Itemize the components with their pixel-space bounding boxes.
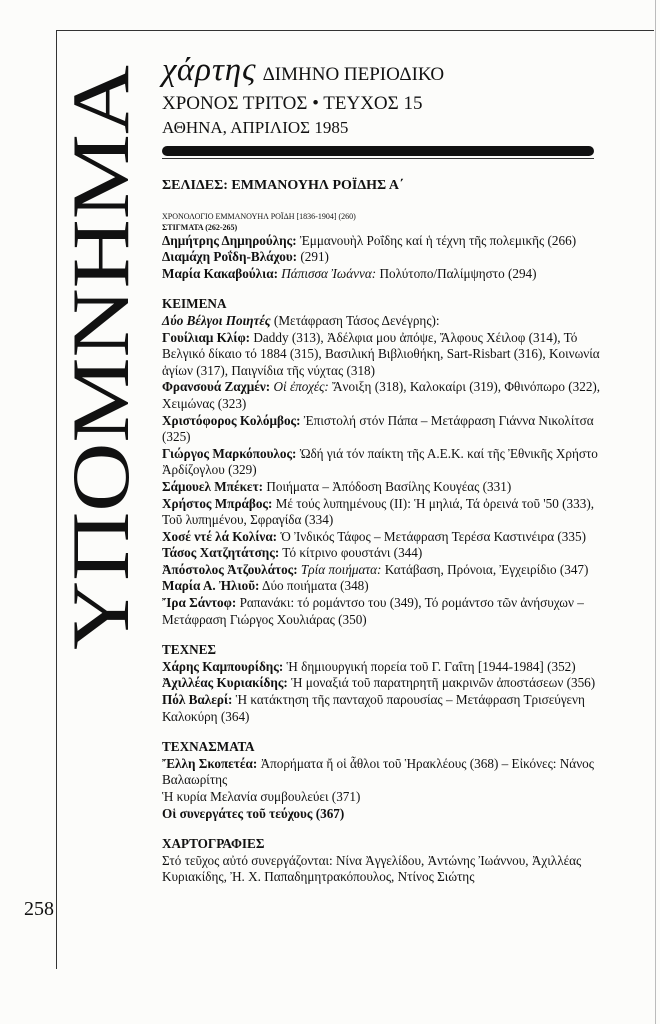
toc-entry	[162, 675, 602, 692]
masthead-thin-rule	[162, 158, 594, 159]
toc-entry	[162, 756, 602, 789]
entry-title: Ἀπορήματα ἤ οἱ ἆθλοι τοῦ Ἡρακλέους (368) – Εἰκόνες: Νάνος Βαλαωρίτης	[162, 755, 594, 788]
toc-entry	[162, 313, 602, 330]
entry-title: Πολύτοπο/Παλίμψηστο (294)	[376, 265, 537, 281]
entry-author: Ἴρα Σάντοφ:	[162, 595, 237, 611]
entry-title: Ἡ δημιουργική πορεία τοῦ Γ. Γαΐτη [1944-1984] (352)	[283, 658, 576, 674]
entry-author: Χάρης Καμπουρίδης:	[162, 658, 284, 674]
entry-title: Daddy (313), Ἀδέλφια μου ἀπόψε, Ἄλφους Χέιλοφ (314), Τό Βελγικό δίκαιο τό 1884 (315), Βασιλική Βιβλιοθήκη, Sart-Risbart (316), Κοινωνία ἁγίων (317), Παιγνίδια τῆς νύχτας (318)	[162, 329, 600, 378]
page-number: 258	[24, 898, 54, 920]
section-heading-technasmata: ΤΕΧΝΑΣΜΑΤΑ	[162, 739, 255, 755]
toc-entry	[162, 330, 602, 380]
toc-small-line: ΣΤΙΓΜΑΤΑ (262-265)	[162, 222, 238, 232]
entry-author: Χοσέ ντέ λά Κολίνα:	[162, 528, 278, 544]
toc-entry	[162, 379, 602, 412]
entry-italic: Οἱ ἐποχές:	[270, 379, 329, 395]
toc-entry	[162, 595, 602, 628]
entry-italic: Πάπισσα Ἰωάννα:	[277, 265, 377, 281]
brand-line	[162, 54, 602, 87]
entry-author: Σάμουελ Μπέκετ:	[162, 478, 264, 494]
toc-small-line: ΧΡΟΝΟΛΟΓΙΟ ΕΜΜΑΝΟΥΗΛ ΡΟΪΔΗ [1836-1904] (260)	[162, 211, 356, 221]
entry-author: Γουίλιαμ Κλίφ:	[162, 329, 251, 345]
page-edge	[655, 0, 656, 1024]
toc-entry	[162, 496, 602, 529]
entry-title: Ὁ Ἰνδικός Τάφος – Μετάφραση Τερέσα Καστινέιρα (335)	[277, 528, 586, 544]
entry-title: (Μετάφραση Τάσος Δενέγρης):	[270, 312, 440, 328]
toc-entry	[162, 413, 602, 446]
entry-title: Ραπανάκι: τό ρομάντσο του (349), Τό ρομάντσο τῶν ἀνήσυχων – Μετάφραση Γιώργος Χουλιάρας (350)	[162, 595, 584, 627]
toc-entry	[162, 479, 602, 496]
spine-title	[55, 60, 146, 655]
entry-title: Μέ τούς λυπημένους (ΙΙ): Ἡ μηλιά, Τά ὀρεινά τοῦ '50 (333), Τοῦ λυπημένου, Σφραγίδα (334)	[162, 495, 595, 528]
entry-author: Ἀπόστολος Ἀτζουλάτος:	[162, 561, 298, 577]
entry-title: Ποιήματα – Ἀπόδοση Βασίλης Κουγέας (331)	[263, 478, 512, 494]
entry-title: Ἄνοιξη (318), Καλοκαίρι (319), Φθινόπωρο (322), Χειμώνας (323)	[162, 379, 601, 411]
entry-title: Κατάβαση, Πρόνοια, Ἐγχειρίδιο (347)	[381, 561, 589, 577]
entry-title: (291)	[297, 249, 329, 265]
entry-author: Χριστόφορος Κολόμβος:	[162, 412, 301, 428]
spine-title-text: ΥΠΟΜΝΗΜΑ	[55, 148, 146, 650]
entry-title: Ἐπιστολή στόν Πάπα – Μετάφραση Γιάννα Νικολίτσα (325)	[162, 412, 594, 445]
section-heading-technes: ΤΕΧΝΕΣ	[162, 642, 217, 658]
toc-entry	[162, 578, 602, 595]
toc-entry	[162, 545, 602, 562]
entry-author: Δημήτρης Δημηρούλης:	[162, 232, 297, 248]
toc-entry	[162, 249, 602, 266]
section-heading-chartografies: ΧΑΡΤΟΓΡΑΦΙΕΣ	[162, 836, 265, 852]
entry-author: Δύο Βέλγοι Ποιητές	[162, 312, 271, 328]
entry-title: Δύο ποιήματα (348)	[259, 578, 369, 594]
entry-title: Ἡ κατάκτηση τῆς πανταχοῦ παρουσίας – Μετάφραση Τρισεύγενη Καλοκύρη (364)	[162, 692, 585, 724]
entry-author: Τάσος Χατζητάτσης:	[162, 545, 280, 561]
entry-author: Διαμάχη Ροΐδη-Βλάχου:	[162, 249, 298, 265]
toc-entry	[162, 529, 602, 546]
issue-line: ΧΡΟΝΟΣ ΤΡΙΤΟΣ • ΤΕΥΧΟΣ 15	[162, 93, 423, 114]
entry-title: Ἡ μοναξιά τοῦ παρατηρητῆ μακρινῶν ἀποστάσεων (356)	[287, 675, 596, 691]
masthead-thick-rule	[162, 146, 594, 156]
entry-author: Γιώργος Μαρκόπουλος:	[162, 445, 297, 461]
journal-logo: χάρτης	[162, 52, 257, 88]
entry-author: Μαρία Κακαβούλια:	[162, 265, 278, 281]
toc-heading: ΣΕΛΙΔΕΣ: ΕΜΜΑΝΟΥΗΛ ΡΟΪΔΗΣ Α΄	[162, 178, 404, 193]
entry-title: Ὠδή γιά τόν παίκτη τῆς Α.Ε.Κ. καί τῆς Ἐθνικῆς Χρήστο Ἀρδίζογλου (329)	[162, 445, 598, 478]
toc-entry	[162, 562, 602, 579]
toc-entry	[162, 446, 602, 479]
toc-entry: Στό τεῦχος αὐτό συνεργάζονται: Νίνα Ἀγγελίδου, Ἀντώνης Ἰωάννου, Ἀχιλλέας Κυριακίδης, Ἠ. Χ. Παπαδημητρακόπουλος, Ντίνος Σιώτης	[162, 852, 582, 885]
toc-entry	[162, 266, 602, 283]
toc-entry: Οἱ συνεργάτες τοῦ τεύχους (367)	[162, 805, 345, 821]
entry-italic: Τρία ποιήματα:	[297, 561, 382, 577]
toc-entry: Ἡ κυρία Μελανία συμβουλεύει (371)	[162, 789, 361, 804]
toc-entry	[162, 659, 602, 676]
masthead	[162, 54, 602, 159]
frame-top-rule	[56, 30, 654, 31]
toc-entry	[162, 692, 602, 725]
entry-title: Τό κίτρινο φουστάνι (344)	[279, 545, 423, 561]
table-of-contents	[162, 178, 602, 886]
entry-author: Μαρία Α. Ἠλιοῦ:	[162, 578, 260, 594]
section-heading-keimena: ΚΕΙΜΕΝΑ	[162, 296, 227, 312]
entry-author: Ἔλλη Σκοπετέα:	[162, 755, 258, 771]
entry-title: Ἐμμανουὴλ Ροΐδης καί ἡ τέχνη τῆς πολεμικῆς (266)	[296, 232, 577, 248]
issue-date: ΑΘΗΝΑ, ΑΠΡΙΛΙΟΣ 1985	[162, 117, 349, 137]
journal-subtitle: ΔΙΜΗΝΟ ΠΕΡΙΟΔΙΚΟ	[262, 64, 445, 85]
entry-author: Ἀχιλλέας Κυριακίδης:	[162, 675, 288, 691]
entry-author: Φρανσουά Ζαχμέν:	[162, 379, 271, 395]
toc-entry	[162, 233, 602, 250]
entry-author: Πόλ Βαλερί:	[162, 692, 233, 708]
entry-author: Χρήστος Μπράβος:	[162, 495, 273, 511]
